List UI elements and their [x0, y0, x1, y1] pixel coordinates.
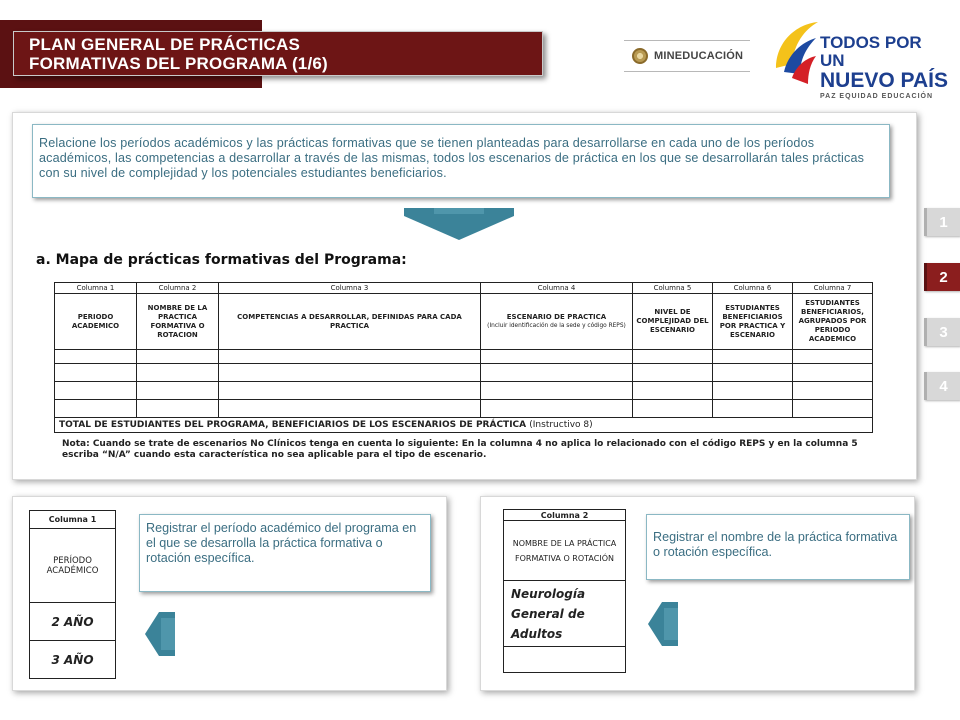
total-note: (Instructivo 8)	[529, 420, 593, 430]
left-arrow-icon	[145, 612, 175, 656]
column-label: Columna 2	[504, 510, 626, 521]
column-header-row	[55, 294, 873, 350]
page-tab-4[interactable]: 4	[924, 372, 960, 400]
tpun-line-3: PAZ EQUIDAD EDUCACIÓN	[820, 93, 934, 100]
total-cell	[55, 418, 873, 433]
column-label: Columna 5	[633, 283, 713, 294]
down-arrow-icon	[404, 208, 514, 240]
title-line-2: FORMATIVAS DEL PROGRAMA (1/6)	[29, 54, 328, 73]
column-header: COMPETENCIAS A DESARROLLAR, DEFINIDAS PARA CADA PRACTICA	[219, 294, 481, 350]
column-header: ESTUDIANTES BENEFICIARIOS, AGRUPADOS POR PERIODO ACADEMICO	[793, 294, 873, 350]
page-tab-2[interactable]: 2	[924, 263, 960, 291]
table-row	[504, 521, 626, 581]
todos-por-un-nuevo-pais-logo	[770, 20, 950, 100]
map-note	[62, 439, 892, 461]
map-section-title: a. Mapa de prácticas formativas del Programa:	[36, 252, 407, 268]
column-label: Columna 7	[793, 283, 873, 294]
table-row	[504, 581, 626, 647]
column-label: Columna 2	[137, 283, 219, 294]
column-header: NOMBRE DE LA PRÁCTICA FORMATIVA O ROTACIÓN	[504, 521, 626, 581]
column-label: Columna 4	[481, 283, 633, 294]
period-value: 3 AÑO	[30, 641, 116, 679]
main-instruction-text: Relacione los períodos académicos y las prácticas formativas que se tienen planteadas para desarrollarse en cada uno de los períodos académicos, las competencias a desarrollar a través de las mismas, todos los escenarios de práctica en los que se desarrollarán tales prácticas con su nivel de complejidad y los potenciales estudiantes beneficiarios.	[39, 136, 865, 180]
example-2-instruction: Registrar el nombre de la práctica formativa o rotación específica.	[653, 530, 898, 559]
table-row	[55, 350, 873, 364]
column-label: Columna 3	[219, 283, 481, 294]
column-label-row	[55, 283, 873, 294]
column-label: Columna 1	[55, 283, 137, 294]
example-1-table	[29, 510, 116, 679]
note-prefix: Nota: Cuando se trate de escenarios	[62, 439, 248, 449]
column-header: ESTUDIANTES BENEFICIARIOS POR PRACTICA Y ESCENARIO	[713, 294, 793, 350]
tpun-line-2: NUEVO PAÍS	[820, 69, 948, 92]
column-label: Columna 1	[30, 511, 116, 529]
column-header-text: ESCENARIO DE PRACTICA	[506, 312, 607, 321]
left-arrow-icon	[648, 602, 678, 646]
column-header-sub: (Incluir identificación de la sede y código REPS)	[487, 322, 626, 329]
tpun-line-1: TODOS POR UN	[820, 33, 922, 70]
note-rest: tenga en cuenta lo siguiente: En la columna 4 no aplica lo relacionado con el código REPS y en la columna 5 escriba “N/A” cuando esta característica no sea aplicable para el tipo de escenario.	[62, 439, 858, 460]
page-tab-3[interactable]: 3	[924, 318, 960, 346]
example-1-instruction: Registrar el período académico del programa en el que se desarrolla la práctica formativa o rotación específica.	[146, 521, 417, 565]
title-line-1: PLAN GENERAL DE PRÁCTICAS	[29, 35, 301, 54]
column-label: Columna 6	[713, 283, 793, 294]
main-instruction-callout	[32, 124, 890, 198]
table-row	[55, 400, 873, 418]
table-row	[30, 603, 116, 641]
colombia-swoosh-icon	[770, 20, 826, 90]
column-header	[481, 294, 633, 350]
total-label: TOTAL DE ESTUDIANTES DEL PROGRAMA, BENEFICIARIOS DE LOS ESCENARIOS DE PRÁCTICA	[59, 420, 527, 430]
table-row	[504, 510, 626, 521]
mineducacion-logo-text: MINEDUCACIÓN	[654, 50, 744, 62]
title-banner	[13, 31, 543, 76]
column-header: NOMBRE DE LA PRACTICA FORMATIVA O ROTACION	[137, 294, 219, 350]
column-header: PERIODO ACADEMICO	[55, 294, 137, 350]
seal-icon	[632, 48, 648, 64]
mineducacion-logo	[624, 40, 750, 72]
example-2-table	[503, 509, 626, 673]
column-header: PERÍODO ACADÉMICO	[30, 529, 116, 603]
table-row	[30, 529, 116, 603]
period-value: 2 AÑO	[30, 603, 116, 641]
column-header: NIVEL DE COMPLEJIDAD DEL ESCENARIO	[633, 294, 713, 350]
note-bold: No Clínicos	[250, 439, 307, 449]
practice-name-value: Neurología General de Adultos	[504, 581, 626, 647]
table-row	[30, 511, 116, 529]
example-2-callout	[646, 514, 910, 580]
example-1-callout	[139, 514, 431, 592]
table-row	[55, 382, 873, 400]
page-tab-1[interactable]: 1	[924, 208, 960, 236]
total-row	[55, 418, 873, 433]
table-row	[504, 647, 626, 673]
table-row	[30, 641, 116, 679]
table-row	[55, 364, 873, 382]
practice-map-table	[54, 282, 873, 433]
